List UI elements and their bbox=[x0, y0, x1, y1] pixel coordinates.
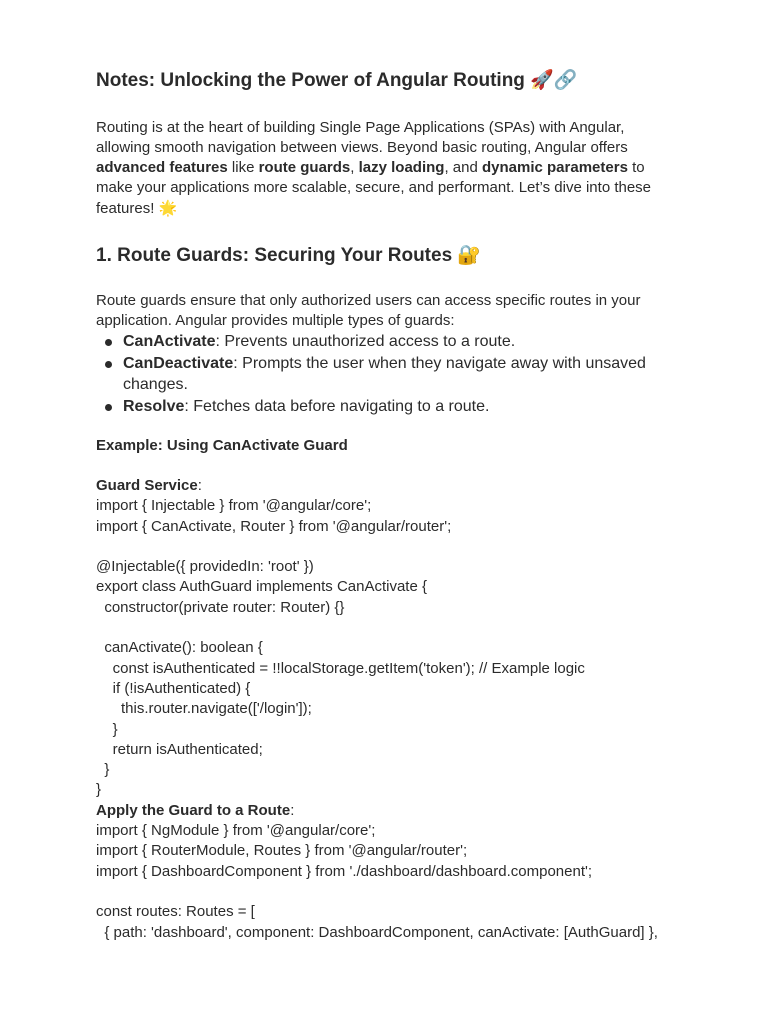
list-item bbox=[123, 396, 672, 418]
apply-guard-label bbox=[96, 801, 672, 821]
intro-text-5: to make your applications more scalable, secure, and performant. Let’s dive into these features! bbox=[96, 159, 652, 217]
intro-text-1: Routing is at the heart of building Single Page Applications (SPAs) with Angular, allowing smooth navigation between views. Beyond basic routing, Angular offers bbox=[96, 119, 628, 156]
intro-bold-lazy-loading: lazy loading bbox=[358, 159, 445, 176]
apply-guard-label-text: Apply the Guard to a Route bbox=[96, 801, 291, 819]
guard-name: CanActivate bbox=[123, 333, 216, 350]
code-line bbox=[96, 882, 672, 902]
intro-text-4: , and bbox=[444, 159, 482, 176]
code-line: import { DashboardComponent } from './dashboard/dashboard.component'; bbox=[96, 862, 593, 880]
code-line: import { RouterModule, Routes } from '@angular/router'; bbox=[96, 842, 468, 860]
list-item bbox=[123, 353, 672, 396]
code-line: constructor(private router: Router) {} bbox=[96, 598, 345, 616]
code-line: export class AuthGuard implements CanActivate { bbox=[96, 578, 427, 596]
section-heading-route-guards bbox=[96, 240, 672, 271]
code-line: canActivate(): boolean { bbox=[96, 639, 263, 657]
guard-desc: : Prompts the user when they navigate away with unsaved changes. bbox=[123, 354, 646, 393]
document-title bbox=[96, 64, 672, 97]
code-line: } bbox=[96, 720, 118, 738]
guard-name: CanDeactivate bbox=[123, 354, 234, 372]
code-line: this.router.navigate(['/login']); bbox=[96, 700, 312, 718]
code-line: const isAuthenticated = !!localStorage.getItem('token'); // Example logic bbox=[96, 659, 585, 677]
code-line: const routes: Routes = [ bbox=[96, 903, 255, 921]
code-line bbox=[96, 618, 672, 638]
code-line: import { CanActivate, Router } from '@angular/router'; bbox=[96, 517, 452, 535]
intro-paragraph bbox=[96, 118, 672, 219]
intro-text-2: like bbox=[227, 159, 259, 176]
code-line: if (!isAuthenticated) { bbox=[96, 679, 251, 697]
guard-service-label bbox=[96, 476, 672, 496]
apply-guard-code bbox=[96, 821, 672, 943]
intro-text-3: , bbox=[350, 159, 359, 176]
guard-service-block bbox=[96, 476, 672, 943]
guard-types-list bbox=[96, 331, 672, 417]
label-colon: : bbox=[197, 477, 202, 494]
lock-emoji-icon: 🔐 bbox=[457, 244, 482, 266]
code-line: import { Injectable } from '@angular/core'; bbox=[96, 497, 372, 515]
code-line: } bbox=[96, 781, 102, 799]
guard-name: Resolve bbox=[123, 397, 185, 415]
code-line: return isAuthenticated; bbox=[96, 740, 263, 758]
rocket-link-emoji-icon: 🚀🔗 bbox=[530, 69, 578, 91]
code-line: { path: 'dashboard', component: DashboardComponent, canActivate: [AuthGuard] }, bbox=[96, 923, 658, 941]
guard-service-code bbox=[96, 496, 672, 800]
section-heading-text: 1. Route Guards: Securing Your Routes bbox=[96, 245, 453, 266]
guard-desc: : Prevents unauthorized access to a route. bbox=[215, 333, 516, 350]
label-colon: : bbox=[290, 801, 295, 819]
intro-bold-route-guards: route guards bbox=[258, 159, 351, 176]
title-text: Notes: Unlocking the Power of Angular Routing bbox=[96, 70, 525, 91]
star-emoji-icon: 🌟 bbox=[158, 199, 178, 217]
code-line: @Injectable({ providedIn: 'root' }) bbox=[96, 558, 314, 576]
example-heading: Example: Using CanActivate Guard bbox=[96, 437, 348, 454]
code-line: } bbox=[96, 761, 110, 779]
intro-bold-dynamic-parameters: dynamic parameters bbox=[482, 159, 628, 176]
intro-bold-advanced-features: advanced features bbox=[96, 159, 228, 176]
guard-desc: : Fetches data before navigating to a route. bbox=[184, 397, 490, 415]
code-line: import { NgModule } from '@angular/core'; bbox=[96, 822, 376, 840]
code-line bbox=[96, 537, 672, 557]
route-guards-description: Route guards ensure that only authorized users can access specific routes in your application. Angular provides multiple types of guards: bbox=[96, 292, 641, 329]
list-item bbox=[123, 331, 672, 353]
guard-service-label-text: Guard Service bbox=[96, 477, 198, 494]
